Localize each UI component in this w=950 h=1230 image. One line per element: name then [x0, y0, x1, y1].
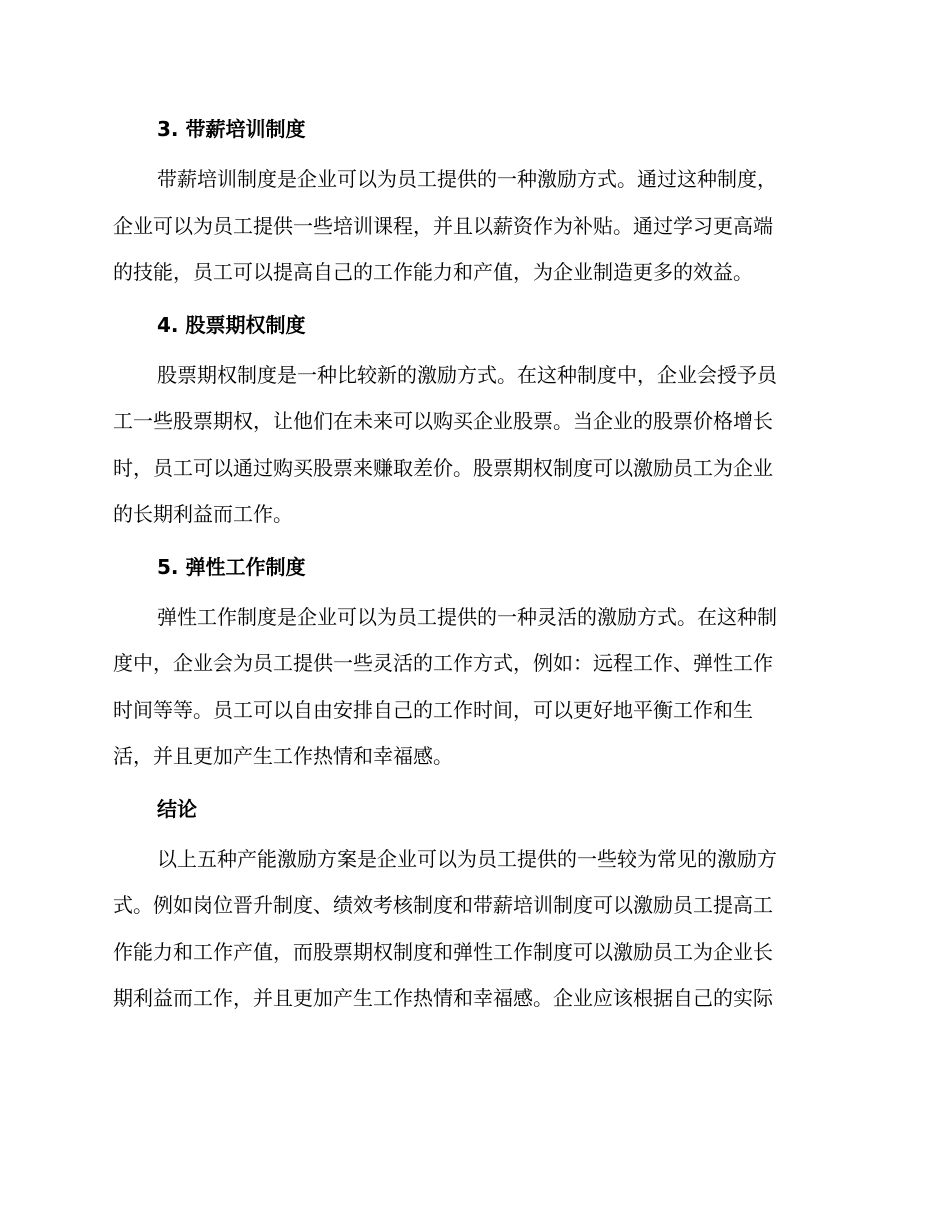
paragraph-line: 时间等等。员工可以自由安排自己的工作时间，可以更好地平衡工作和生 [113, 697, 753, 722]
section-paragraph [113, 836, 833, 1022]
paragraph-line: 式。例如岗位晋升制度、绩效考核制度和带薪培训制度可以激励员工提高工 [113, 893, 773, 917]
section-heading: 结论 [157, 796, 197, 821]
paragraph-line: 时，员工可以通过购买股票来赚取差价。股票期权制度可以激励员工为企业 [113, 455, 773, 480]
section-paragraph [113, 156, 833, 296]
section-heading: 4. 股票期权制度 [157, 312, 306, 337]
document-body [113, 110, 833, 1022]
section-heading: 3. 带薪培训制度 [157, 117, 306, 141]
section-paragraph [113, 594, 833, 780]
paragraph-line: 度中，企业会为员工提供一些灵活的工作方式，例如：远程工作、弹性工作 [113, 651, 773, 675]
paragraph-line: 作能力和工作产值，而股票期权制度和弹性工作制度可以激励员工为企业长 [113, 939, 773, 964]
paragraph-line: 弹性工作制度是企业可以为员工提供的一种灵活的激励方式。在这种制 [157, 604, 777, 629]
paragraph-line: 的技能，员工可以提高自己的工作能力和产值，为企业制造更多的效益。 [113, 260, 753, 284]
paragraph-line: 活，并且更加产生工作热情和幸福感。 [113, 744, 453, 768]
paragraph-line: 期利益而工作，并且更加产生工作热情和幸福感。企业应该根据自己的实际 [113, 986, 773, 1010]
paragraph-line: 股票期权制度是一种比较新的激励方式。在这种制度中，企业会授予员 [157, 362, 777, 387]
paragraph-line: 企业可以为员工提供一些培训课程，并且以薪资作为补贴。通过学习更高端 [113, 213, 773, 238]
section-heading: 5. 弹性工作制度 [157, 554, 306, 579]
section-paragraph [113, 352, 833, 538]
paragraph-line: 以上五种产能激励方案是企业可以为员工提供的一些较为常见的激励方 [157, 846, 777, 871]
paragraph-line: 的长期利益而工作。 [113, 502, 293, 526]
paragraph-line: 带薪培训制度是企业可以为员工提供的一种激励方式。通过这种制度， [157, 167, 777, 191]
paragraph-line: 工一些股票期权，让他们在未来可以购买企业股票。当企业的股票价格增长 [113, 409, 773, 433]
